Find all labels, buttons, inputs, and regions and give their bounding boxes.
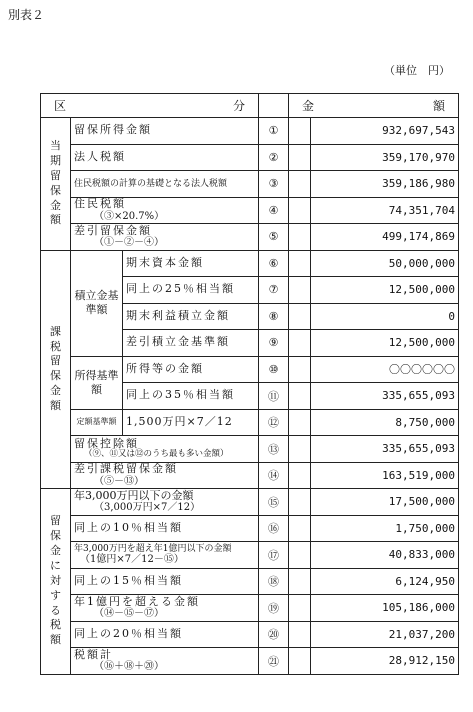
section-ryuho-tax: 留保金に対する税額	[41, 489, 71, 675]
row-number: ⑩	[259, 356, 289, 383]
retained-earnings-tax-table	[40, 93, 459, 675]
table-row	[41, 462, 459, 489]
row-amount: 335,655,093	[311, 383, 459, 410]
section-shotoku-kijun: 所得基準額	[71, 356, 123, 409]
row-label: 1,500万円×7／12	[123, 409, 259, 436]
row-amount: 163,519,000	[311, 462, 459, 489]
row-label: 留保所得金額	[71, 118, 259, 145]
row-amount: 359,170,970	[311, 144, 459, 171]
row-amount: 28,912,150	[311, 648, 459, 675]
table-row	[41, 568, 459, 595]
row-number: ⑧	[259, 303, 289, 330]
row-amount: 74,351,704	[311, 197, 459, 224]
row-label: 住民税額 （③×20.7%）	[71, 197, 259, 224]
header-num-spacer	[259, 94, 289, 118]
row-amount: 0	[311, 303, 459, 330]
row-amount: 359,186,980	[311, 171, 459, 198]
row-amount: 12,500,000	[311, 277, 459, 304]
row-number: ⑲	[259, 595, 289, 622]
row-amount: 21,037,200	[311, 621, 459, 648]
row-number: ①	[259, 118, 289, 145]
row-amount: 〇〇〇〇〇〇	[311, 356, 459, 383]
unit-label: （単位 円）	[384, 64, 450, 77]
header-kingaku: 金 額	[289, 94, 459, 118]
table-row	[41, 542, 459, 569]
row-amount: 12,500,000	[311, 330, 459, 357]
row-number: ②	[259, 144, 289, 171]
row-number: ⑤	[259, 224, 289, 251]
row-number: ⑭	[259, 462, 289, 489]
row-number: ⑥	[259, 250, 289, 277]
row-amount: 105,186,000	[311, 595, 459, 622]
row-amount: 6,124,950	[311, 568, 459, 595]
row-number: ⑪	[259, 383, 289, 410]
row-label: 留保控除額 （⑨、⑪又は⑫のうち最も多い金額）	[71, 436, 259, 463]
table-row	[41, 171, 459, 198]
table-row	[41, 250, 459, 277]
row-label: 税額計 （⑯＋⑱＋⑳）	[71, 648, 259, 675]
row-amount: 8,750,000	[311, 409, 459, 436]
row-label: 法人税額	[71, 144, 259, 171]
table-row	[41, 118, 459, 145]
table-row	[41, 515, 459, 542]
row-amount: 1,750,000	[311, 515, 459, 542]
row-number: ㉑	[259, 648, 289, 675]
row-amount: 932,697,543	[311, 118, 459, 145]
table-row	[41, 224, 459, 251]
row-label: 同上の10％相当額	[71, 515, 259, 542]
row-number: ⑫	[259, 409, 289, 436]
section-kazei: 課税留保金額	[41, 250, 71, 489]
row-label: 年3,000万円を超え年1億円以下の金額 （1億円×7／12－⑮）	[71, 542, 259, 569]
row-label: 同上の35％相当額	[123, 383, 259, 410]
row-amount: 40,833,000	[311, 542, 459, 569]
table-row	[41, 144, 459, 171]
table-row	[41, 489, 459, 516]
row-label: 年3,000万円以下の金額 （3,000万円×7／12）	[71, 489, 259, 516]
table-row	[41, 621, 459, 648]
section-touki: 当期留保金額	[41, 118, 71, 251]
row-label: 期末利益積立金額	[123, 303, 259, 330]
document-label: 別表２	[8, 8, 45, 22]
row-label: 所得等の金額	[123, 356, 259, 383]
table-row	[41, 436, 459, 463]
row-label: 同上の15％相当額	[71, 568, 259, 595]
row-number: ③	[259, 171, 289, 198]
row-label: 同上の20％相当額	[71, 621, 259, 648]
row-label: 年1億円を超える金額 （⑭－⑮－⑰）	[71, 595, 259, 622]
table-row	[41, 595, 459, 622]
row-amount: 499,174,869	[311, 224, 459, 251]
table-row	[41, 409, 459, 436]
row-amount: 50,000,000	[311, 250, 459, 277]
row-number: ⑨	[259, 330, 289, 357]
header-kubun: 区 分	[41, 94, 259, 118]
row-number: ⑱	[259, 568, 289, 595]
row-number: ⑬	[259, 436, 289, 463]
section-tsumitate: 積立金基準額	[71, 250, 123, 356]
row-label: 住民税額の計算の基礎となる法人税額	[71, 171, 259, 198]
row-number: ⑦	[259, 277, 289, 304]
row-amount: 17,500,000	[311, 489, 459, 516]
row-number: ⑳	[259, 621, 289, 648]
row-label: 期末資本金額	[123, 250, 259, 277]
row-label: 同上の25％相当額	[123, 277, 259, 304]
row-label: 差引積立金基準額	[123, 330, 259, 357]
row-number: ⑰	[259, 542, 289, 569]
table-row	[41, 197, 459, 224]
table-row	[41, 648, 459, 675]
fixed-base-amount-label: 定額基準額	[71, 409, 123, 436]
row-amount: 335,655,093	[311, 436, 459, 463]
table-row	[41, 356, 459, 383]
row-number: ④	[259, 197, 289, 224]
row-label: 差引留保金額 （①－②－④）	[71, 224, 259, 251]
table-header-row	[41, 94, 459, 118]
row-number: ⑯	[259, 515, 289, 542]
row-number: ⑮	[259, 489, 289, 516]
row-label: 差引課税留保金額 （⑤－⑬）	[71, 462, 259, 489]
